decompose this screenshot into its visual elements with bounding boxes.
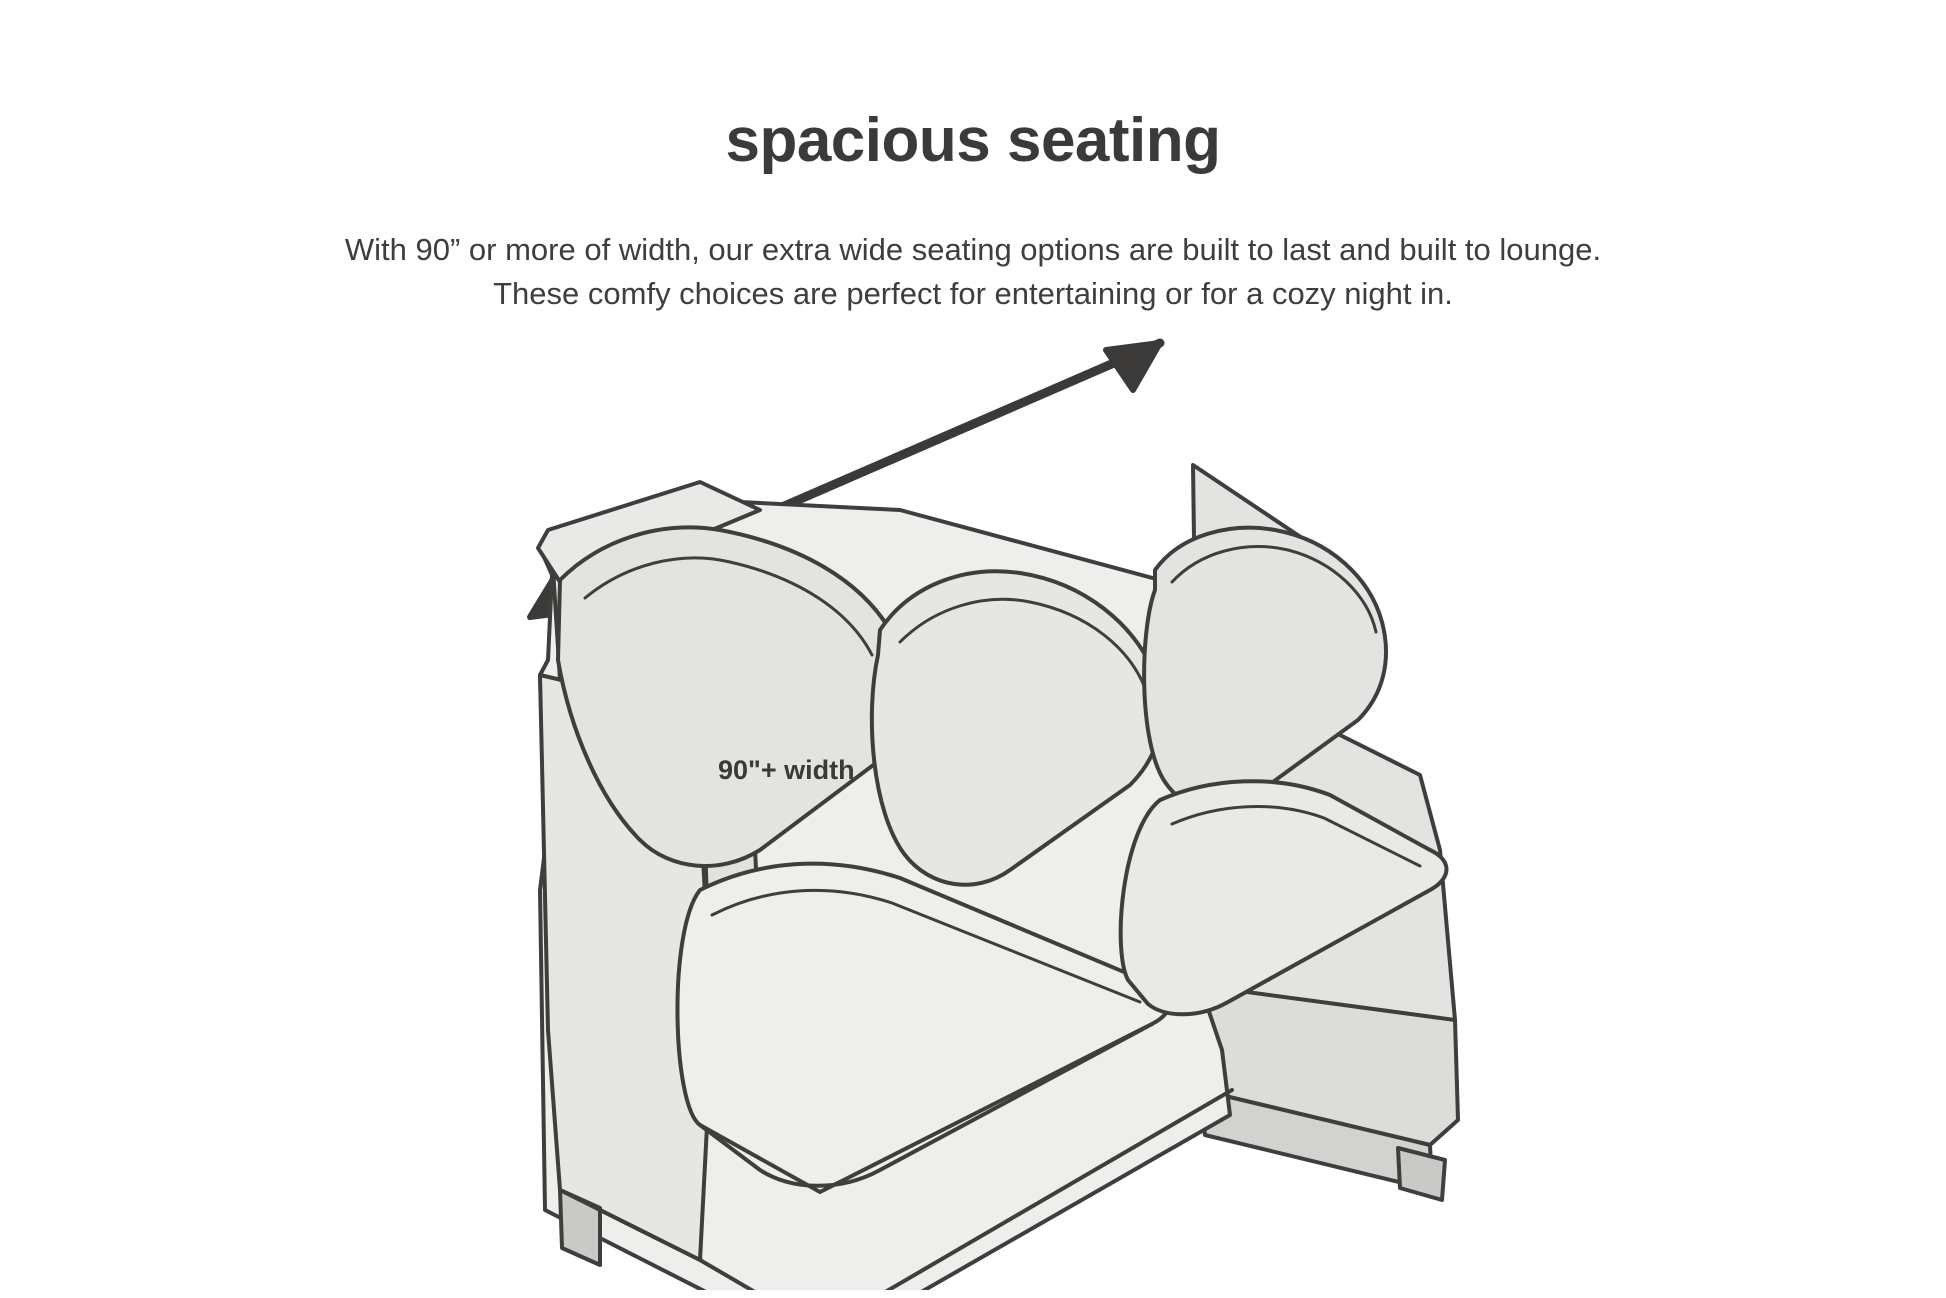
description-line-2: These comfy choices are perfect for entertaining or for a cozy night in. [493,276,1453,312]
page-title: spacious seating [725,106,1221,175]
dimension-label: 90"+ width [718,755,855,785]
page-description [0,228,1946,316]
description-line-1: With 90” or more of width, our extra wide seating options are built to last and built to lounge. [344,232,1602,267]
sofa-diagram [0,330,1946,1290]
